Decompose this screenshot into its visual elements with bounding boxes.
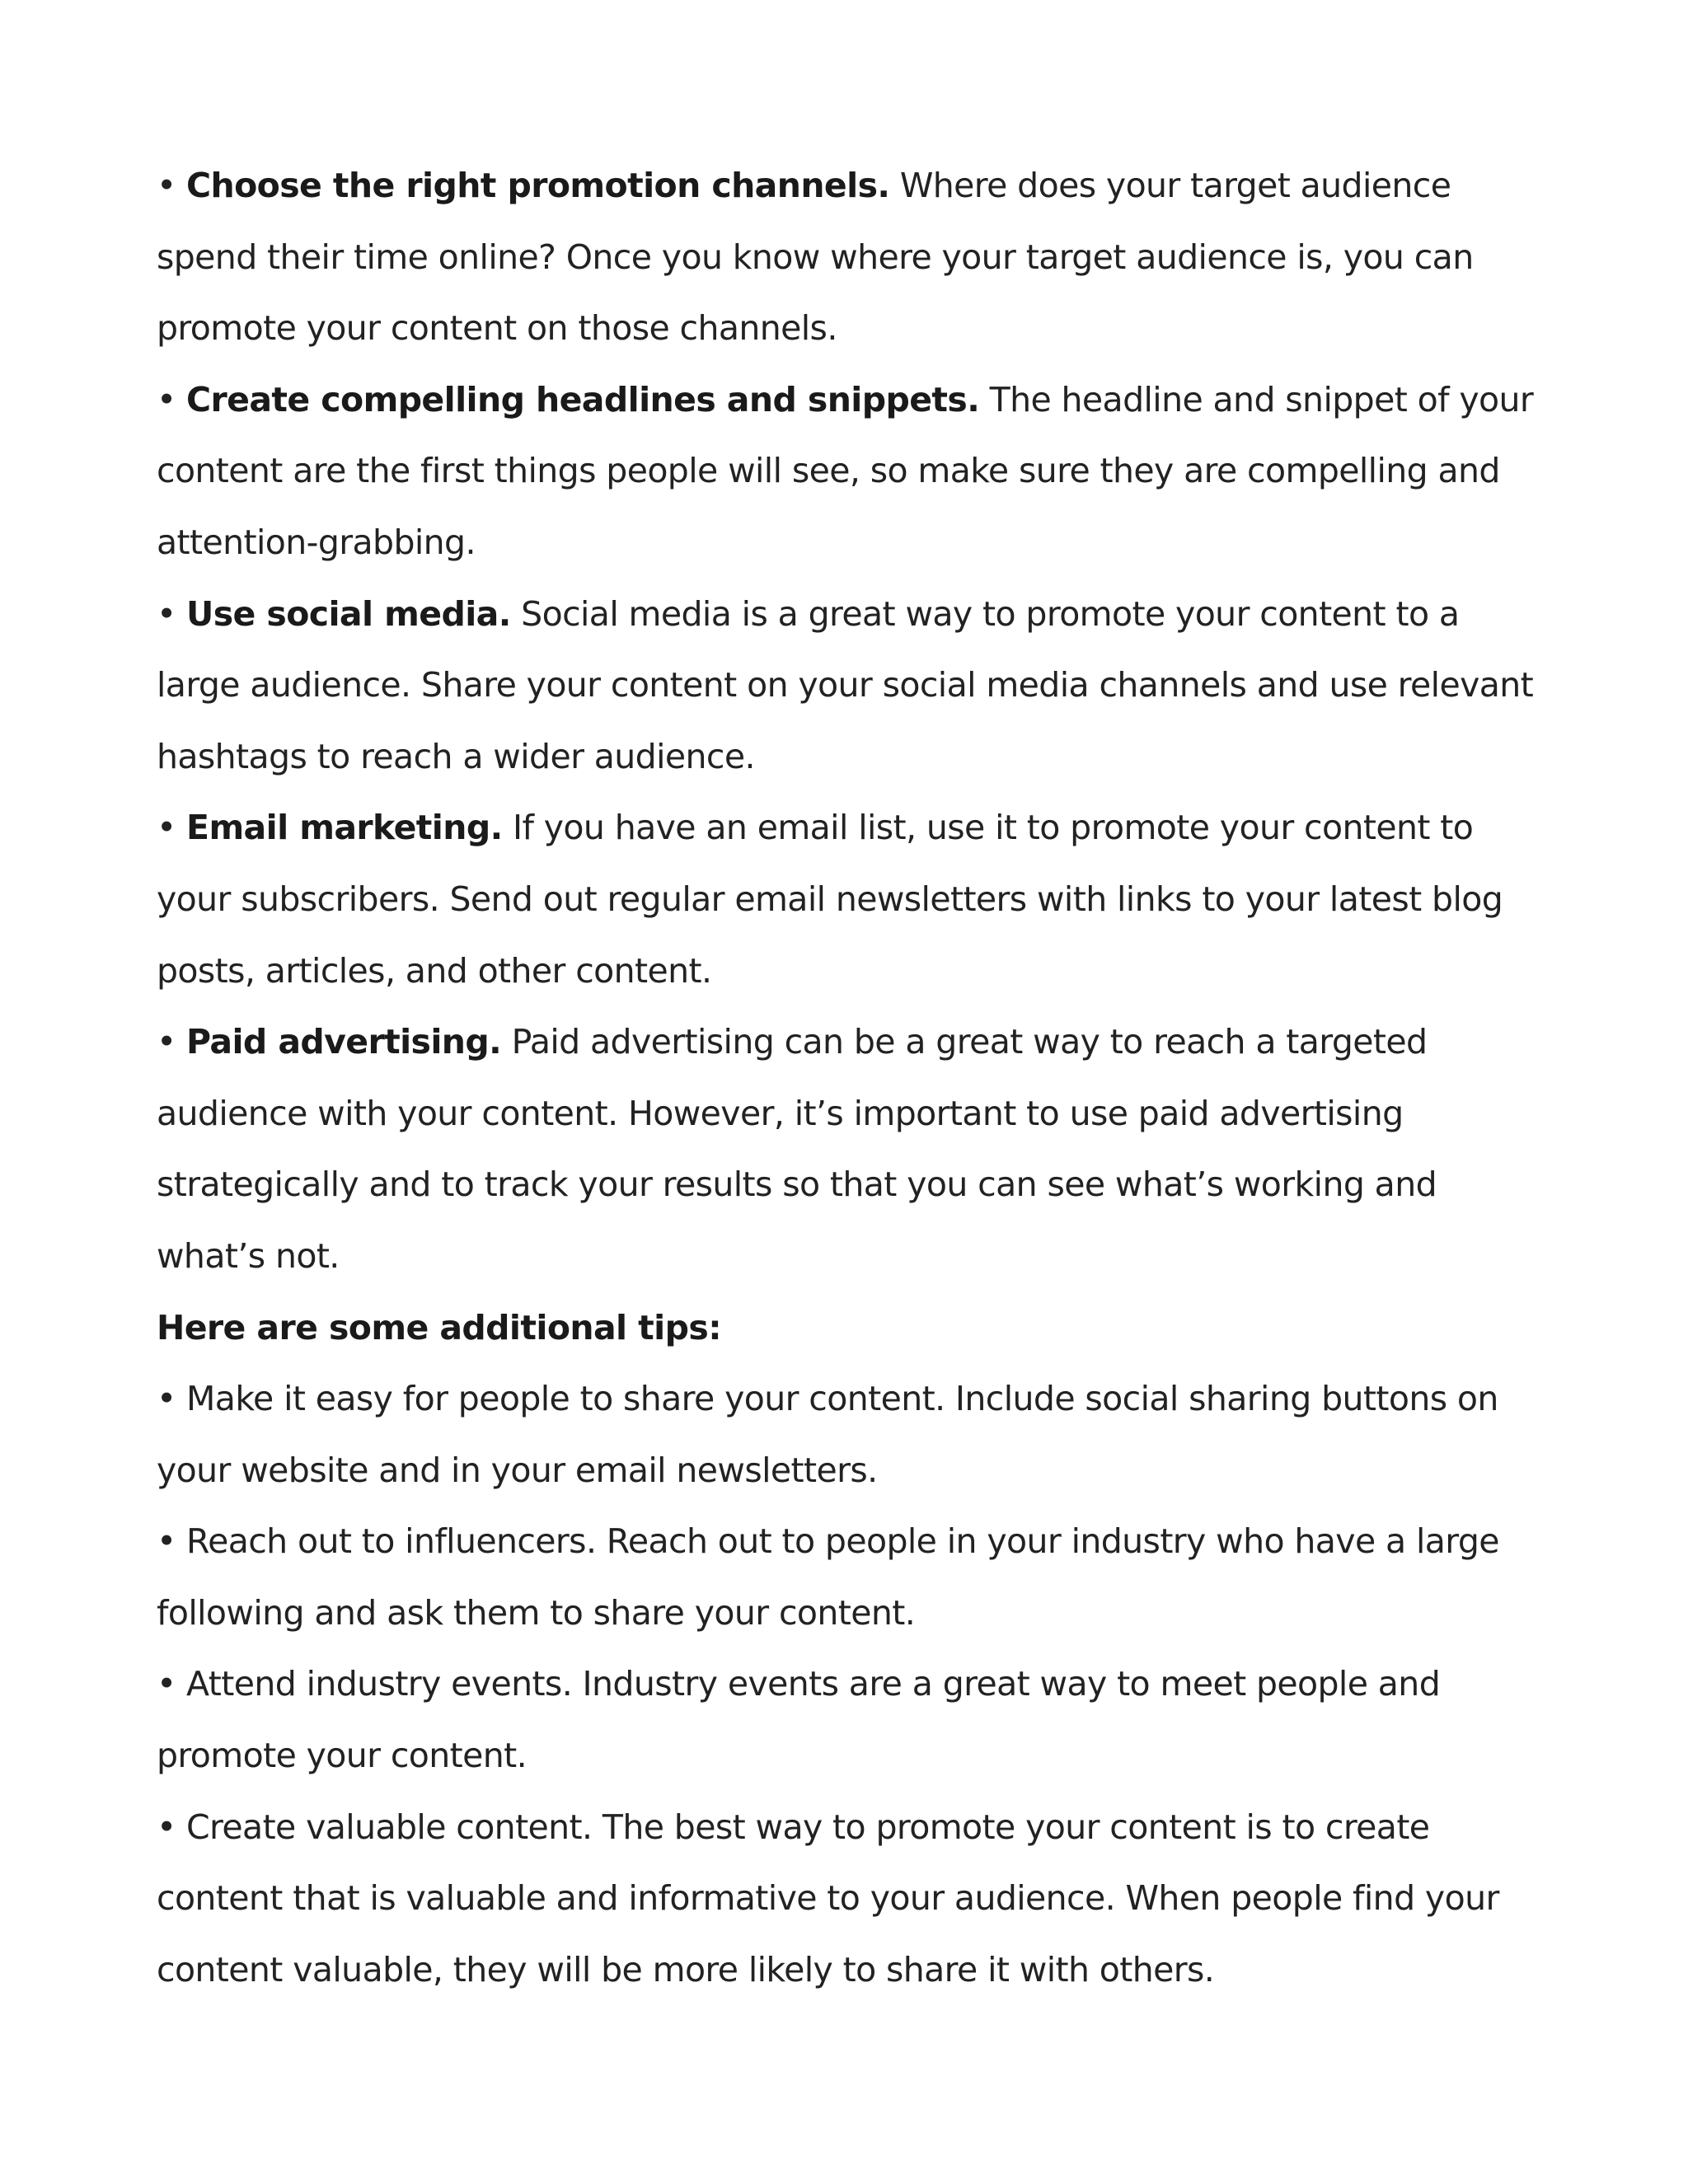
additional-tip-valuable-content xyxy=(157,1792,1550,2006)
bullet: • xyxy=(157,1521,176,1562)
bullet: • xyxy=(157,379,176,419)
tip-text: The headline and snippet of your content are the first things people will see, so make sure they are compelling and attention-grabbing. xyxy=(157,379,1534,562)
tip-text: Where does your target audience spend their time online? Once you know where your target audience is, you can promote your content on those channels. xyxy=(157,166,1474,349)
tip-title: Create compelling headlines and snippets. xyxy=(186,379,980,419)
bullet: • xyxy=(157,166,176,205)
tip-text: If you have an email list, use it to promote your content to your subscribers. Send out regular email newsletters with links to your latest blog posts, articles, and other content. xyxy=(157,808,1503,991)
tip-text: Make it easy for people to share your content. Include social sharing buttons on your website and in your email newsletters. xyxy=(157,1379,1498,1490)
bullet: • xyxy=(157,808,176,848)
tip-text: Social media is a great way to promote your content to a large audience. Share your content on your social media channels and use relevant hashtags to reach a wider audience. xyxy=(157,593,1534,776)
tip-social-media xyxy=(157,579,1550,793)
tip-headlines-snippets xyxy=(157,364,1550,579)
additional-tip-events xyxy=(157,1648,1550,1791)
tip-text: Create valuable content. The best way to promote your content is to create content that is valuable and informative to your audience. When people find your content valuable, they will be more likely to share it with others. xyxy=(157,1807,1499,1990)
bullet: • xyxy=(157,1664,176,1704)
tip-text: Paid advertising can be a great way to reach a targeted audience with your content. However, it’s important to use paid advertising strategically and to track your results so that you can see what’s working and what’s not. xyxy=(157,1022,1437,1276)
tip-text: Reach out to influencers. Reach out to people in your industry who have a large following and ask them to share your content. xyxy=(157,1521,1499,1633)
bullet: • xyxy=(157,1807,176,1847)
document-page xyxy=(157,150,1550,2005)
tip-title: Email marketing. xyxy=(186,808,503,848)
tip-title: Paid advertising. xyxy=(186,1022,502,1062)
tip-choose-channels xyxy=(157,150,1550,364)
tip-title: Choose the right promotion channels. xyxy=(186,166,890,205)
additional-tip-influencers xyxy=(157,1506,1550,1648)
tip-email-marketing xyxy=(157,792,1550,1006)
tip-title: Use social media. xyxy=(186,593,511,634)
additional-tips-heading: Here are some additional tips: xyxy=(157,1307,721,1347)
tip-text: Attend industry events. Industry events are a great way to meet people and promote your content. xyxy=(157,1664,1441,1776)
additional-tip-share xyxy=(157,1363,1550,1506)
bullet: • xyxy=(157,593,176,634)
tip-paid-advertising xyxy=(157,1006,1550,1291)
bullet: • xyxy=(157,1022,176,1062)
bullet: • xyxy=(157,1379,176,1419)
